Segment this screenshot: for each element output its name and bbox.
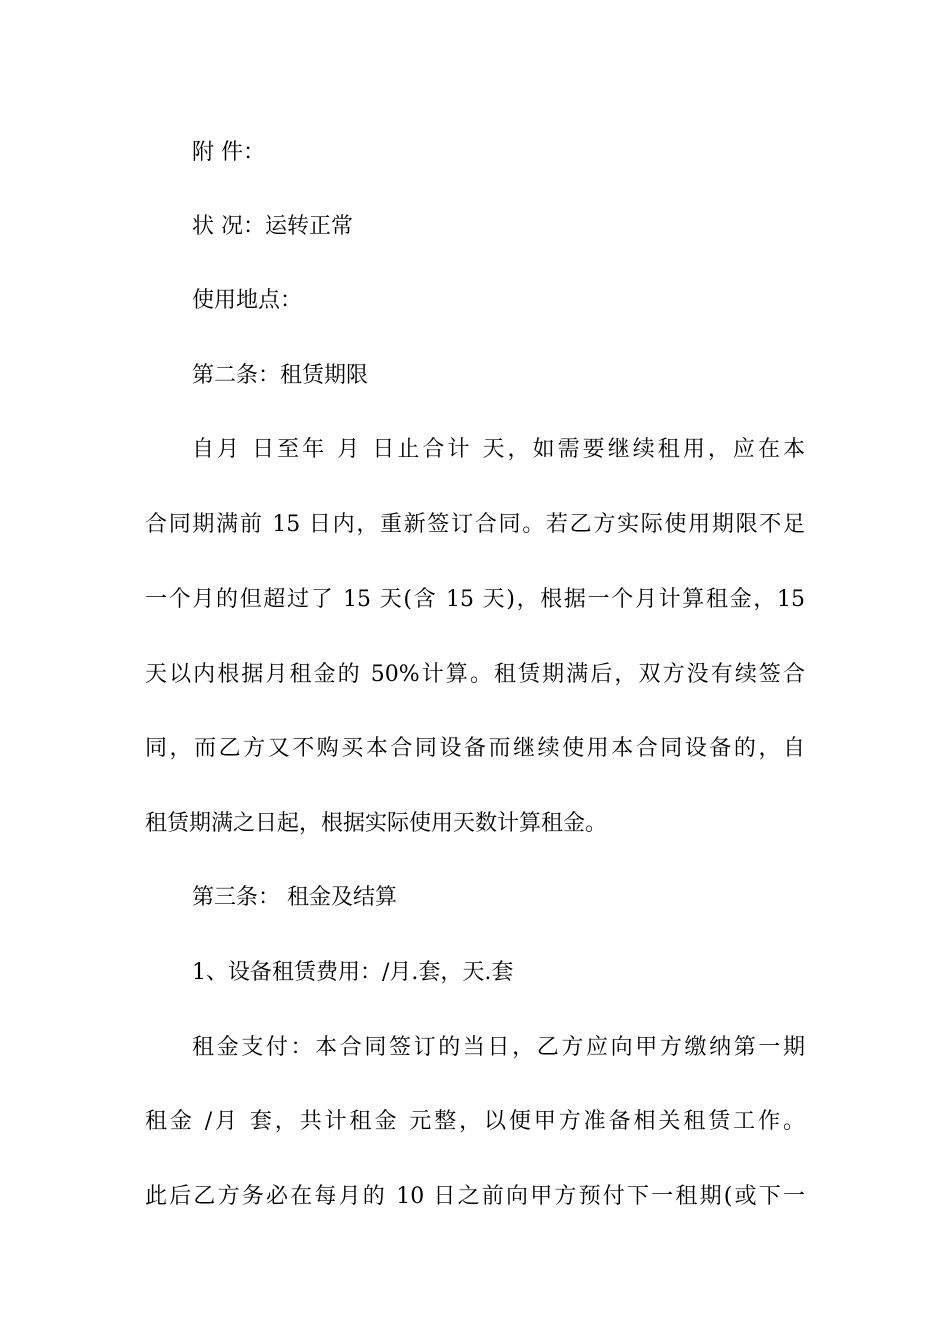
rental-fee-line: 1、设备租赁费用：/月.套，天.套: [192, 960, 514, 985]
paragraph-line: 租赁期满之日起，根据实际使用天数计算租金。: [145, 811, 608, 836]
paragraph-line: 合同期满前 15 日内，重新签订合同。若乙方实际使用期限不足: [145, 512, 805, 537]
article-two-heading: 第二条：租赁期限: [192, 363, 369, 388]
status-line: 状 况：运转正常: [192, 214, 353, 239]
paragraph-line: 租金支付：本合同签订的当日，乙方应向甲方缴纳第一期: [192, 1035, 805, 1060]
paragraph-line: 自月 日至年 月 日止合计 天，如需要继续租用，应在本: [192, 437, 805, 462]
paragraph-line: 天以内根据月租金的 50%计算。租赁期满后，双方没有续签合: [145, 662, 805, 687]
location-line: 使用地点：: [192, 288, 303, 313]
paragraph-line: 租金 /月 套，共计租金 元整，以便甲方准备相关租赁工作。: [145, 1109, 805, 1134]
attachment-line: 附 件：: [192, 140, 265, 165]
paragraph-line: 此后乙方务必在每月的 10 日之前向甲方预付下一租期(或下一: [145, 1184, 805, 1209]
paragraph-line: 一个月的但超过了 15 天(含 15 天)，根据一个月计算租金，15: [145, 587, 805, 612]
paragraph-line: 同，而乙方又不购买本合同设备而继续使用本合同设备的，自: [145, 736, 805, 761]
article-three-heading: 第三条： 租金及结算: [192, 885, 397, 910]
